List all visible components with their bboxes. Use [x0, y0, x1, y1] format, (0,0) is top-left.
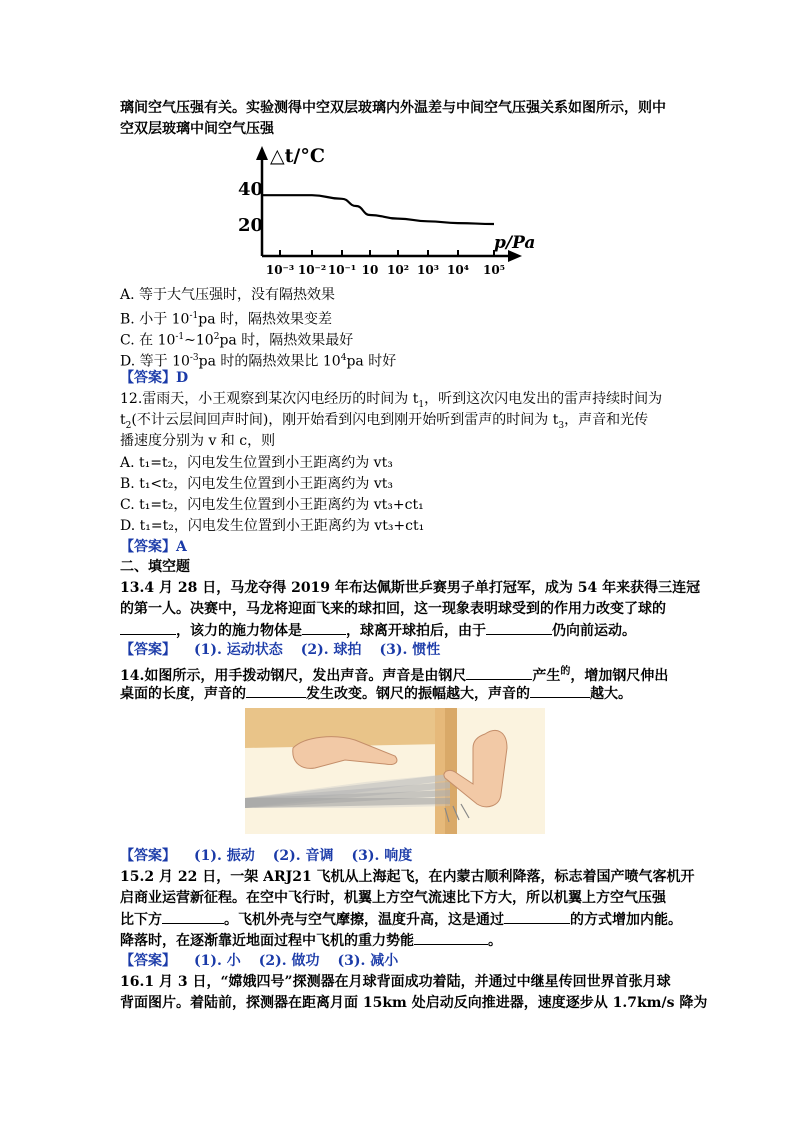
q16-line-1: 16.1 月 3 日，“嫦娥四号”探测器在月球背面成功着陆，并通过中继星传回世界首张月球: [120, 974, 671, 990]
q13-line-3: ，该力的施力物体是 ，球离开球拍后，由于 仍向前运动。: [120, 620, 636, 641]
blank: [466, 665, 532, 680]
q11-option-c: C. 在 $10^{-1}\sim 10^2pa$ 时，隔热效果最好: [120, 332, 354, 349]
y-tick-label: 20: [238, 215, 264, 236]
y-tick-label: 40: [238, 179, 264, 200]
table-side: [435, 708, 445, 834]
blank: [504, 909, 570, 924]
q11-answer: 【答案】D: [120, 370, 189, 386]
blank: [120, 620, 176, 635]
x-tick-label: 10⁻¹: [327, 263, 357, 277]
intro-line-1: 璃间空气压强有关。实验测得中空双层玻璃内外温差与中间空气压强关系如图所示，则中: [120, 100, 666, 116]
pressure-temperature-chart: [232, 140, 542, 280]
blank: [302, 620, 346, 635]
q11-option-d: D. 等于 $10^{-3}pa$ 时的隔热效果比 $10^4pa$ 时好: [120, 353, 397, 370]
intro-line-2: 空双层玻璃中间空气压强: [120, 121, 274, 137]
q12-option-a: A. t₁=t₂，闪电发生位置到小王距离约为 vt₃: [120, 455, 393, 471]
q12-line-3: 播速度分别为 v 和 c，则: [120, 433, 276, 449]
q15-line-4: 降落时，在逐渐靠近地面过程中飞机的重力势能 。: [120, 930, 502, 951]
x-tick-label: 10⁻²: [297, 263, 327, 277]
blank: [414, 930, 488, 945]
x-tick-label: 10: [361, 263, 379, 277]
x-tick-label: 10⁴: [447, 263, 469, 277]
q13-answer: 【答案】 (1). 运动状态 (2). 球拍 (3). 惯性: [120, 642, 441, 658]
ruler-illustration: [245, 708, 545, 834]
q15-line-1: 15.2 月 22 日，一架 ARJ21 飞机从上海起飞，在内蒙古顺利降落，标志着国产喷气客机开: [120, 869, 695, 885]
x-tick-label: 10²: [387, 263, 409, 277]
q12-answer: 【答案】A: [120, 539, 187, 555]
ruler-photo: [245, 708, 545, 834]
blank: [486, 620, 552, 635]
q14-line-2: 桌面的长度，声音的 发生改变。钢尺的振幅越大，声音的 越大。: [120, 683, 632, 704]
q13-line-1: 13.4 月 28 日，马龙夺得 2019 年布达佩斯世乒赛男子单打冠军，成为 54 年来获得三连冠: [120, 580, 701, 596]
y-axis-arrow: [256, 146, 268, 160]
series-line: [262, 195, 494, 224]
y-axis-label: △t/°C: [270, 145, 325, 167]
q16-line-2: 背面图片。着陆前，探测器在距离月面 15km 处启动反向推进器，速度逐步从 1.7km/s 降为: [120, 995, 708, 1011]
q12-option-c: C. t₁=t₂，闪电发生位置到小王距离约为 vt₃+ct₁: [120, 497, 424, 513]
q14-line-1: 14.如图所示，用手拨动钢尺，发出声音。声音是由钢尺 产生$^的$，增加钢尺伸出: [120, 666, 669, 684]
q15-answer: 【答案】 (1). 小 (2). 做功 (3). 减小: [120, 953, 399, 969]
chart-svg: [232, 140, 542, 280]
q14-answer: 【答案】 (1). 振动 (2). 音调 (3). 响度: [120, 848, 413, 864]
blank: [162, 909, 224, 924]
q12-line-2: $t_2$(不计云层间回声时间)，刚开始看到闪电到刚开始听到雷声的时间为 $t_3$，声音和光传: [120, 412, 649, 431]
q11-option-a: A. 等于大气压强时，没有隔热效果: [120, 287, 336, 303]
x-tick-label: 10⁵: [483, 263, 505, 277]
q12-line-1: 12.雷雨天，小王观察到某次闪电经历的时间为 $t_1$，听到这次闪电发出的雷声持续时间为: [120, 391, 663, 410]
q15-line-2: 启商业运营新征程。在空中飞行时，机翼上方空气流速比下方大，所以机翼上方空气压强: [120, 890, 666, 906]
q12-option-b: B. t₁<t₂，闪电发生位置到小王距离约为 vt₃: [120, 476, 393, 492]
blank: [530, 683, 590, 698]
q15-line-3: 比下方 。飞机外壳与空气摩擦，温度升高，这是通过 的方式增加内能。: [120, 909, 682, 930]
blank: [246, 683, 306, 698]
x-tick-label: 10⁻³: [265, 263, 295, 277]
section-heading: 二、填空题: [120, 559, 190, 575]
q11-option-b: B. 小于 $10^{-1}pa$ 时，隔热效果变差: [120, 311, 332, 328]
q12-option-d: D. t₁=t₂，闪电发生位置到小王距离约为 vt₃+ct₁: [120, 518, 425, 534]
x-axis-label: p/Pa: [494, 233, 536, 253]
q13-line-2: 的第一人。决赛中，马龙将迎面飞来的球扣回，这一现象表明球受到的作用力改变了球的: [120, 601, 666, 617]
x-tick-label: 10³: [417, 263, 439, 277]
